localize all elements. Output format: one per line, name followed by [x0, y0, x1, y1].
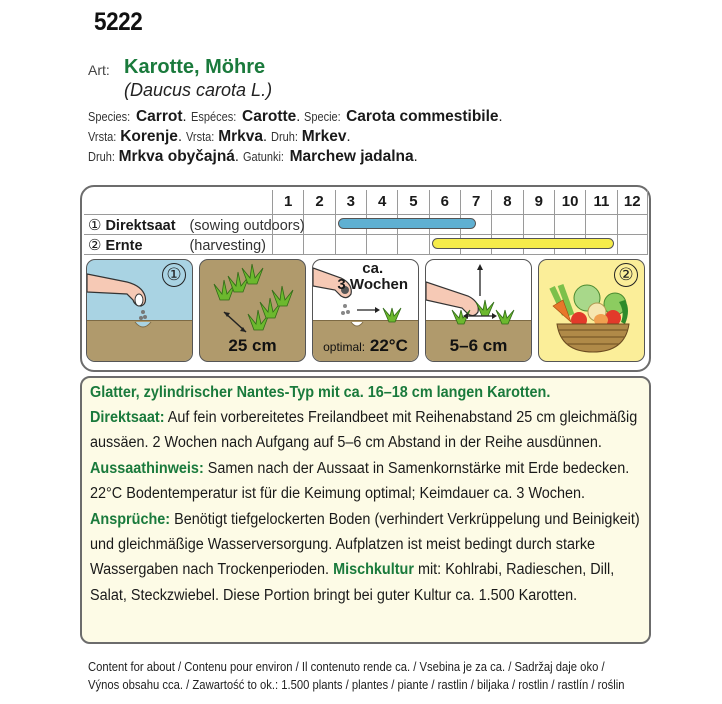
vegetable-basket-icon: [539, 260, 645, 362]
panel-sowing: [86, 259, 193, 362]
month-label: 5: [409, 193, 418, 210]
calendar-divider: [84, 254, 648, 255]
step-one-badge: ①: [162, 263, 186, 287]
plant-name: Karotte, Möhre: [124, 56, 266, 78]
sowing-period-bar: [338, 218, 476, 229]
optimal-temperature: optimal: 22°C: [323, 336, 408, 355]
month-label: 9: [534, 193, 543, 210]
species-line-3: Druh: Mrkva obyčajná. Gatunki: Marchew jadalna.: [88, 148, 418, 165]
step-two-badge: ②: [614, 263, 638, 287]
keyword-ansprueche: Ansprüche:: [90, 510, 171, 528]
month-label: 6: [440, 193, 449, 210]
species-line-1: Species: Carrot. Espéces: Carotte. Specie: Carota commestibile.: [88, 108, 503, 125]
month-label: 11: [593, 193, 610, 210]
keyword-aussaathinweis: Aussaathinweis:: [90, 459, 204, 477]
species-line-2: Vrsta: Korenje. Vrsta: Mrkva. Druh: Mrkev.: [88, 128, 351, 145]
row-label-harvest: ② Ernte (harvesting): [88, 237, 267, 254]
month-label: 4: [377, 193, 387, 210]
panel-thinning: [425, 259, 532, 362]
instructions-body: Direktsaat: Auf fein vorbereitetes Freilandbeet mit Reihenabstand 25 cm gleichmäßig aussäen. 2 Wochen nach Aufgang auf 5–6 cm Abstand in der Reihe ausdünnen. Aussaathinweis: Samen nach der Aussaat in Samenkornstärke mit Erde bedecken. 22°C Bodentemperatur ist für die Keimung optimal; Keimdauer ca. 3 Wochen. Ansprüche: Benötigt tiefgelockerten Boden (verhindert Verkrüppelung und Beinigkeit) und gleichmäßige Wasserversorgung. Aufplatzen ist meist bedingt durch starke Wassergaben nach Trockenperioden. Mischkultur mit: Kohlrabi, Radieschen, Dill, Salat, Steckzwiebel. Diese Portion bringt bei guter Kultur ca. 1.500 Karotten.: [90, 409, 640, 604]
keyword-mischkultur: Mischkultur: [333, 561, 414, 579]
month-label: 3: [346, 193, 355, 210]
harvest-period-bar: [432, 238, 614, 249]
row-spacing-caption: 25 cm: [228, 336, 277, 355]
month-label: 1: [283, 193, 293, 210]
panel-germination: [312, 259, 419, 362]
germination-duration: ca. 3 Wochen: [337, 260, 408, 293]
content-amount-note: Content for about / Contenu pour environ / Il contenuto rende ca. / Vsebina je za ca. / Sadržaj daje oko / Výnos obsahu cca. / Zawartość to ok.: 1.500 plants / plantes / piante / rastlin / biljaka / rostlin / rastlín / roślin: [88, 660, 625, 692]
thinning-distance-caption: 5–6 cm: [449, 336, 508, 355]
month-label: 10: [561, 193, 579, 210]
month-label: 7: [471, 193, 481, 210]
panel-row-spacing: [199, 259, 306, 362]
month-label: 12: [623, 193, 641, 210]
month-column-2: [303, 190, 334, 254]
month-label: 8: [503, 193, 512, 210]
month-label: 2: [315, 193, 324, 210]
art-label: Art:: [88, 62, 110, 78]
keyword-direktsaat: Direktsaat:: [90, 409, 165, 426]
latin-name: (Daucus carota L.): [124, 80, 273, 100]
month-column-12: [617, 190, 648, 254]
growing-instructions: [80, 376, 651, 644]
product-code: 5222: [94, 8, 143, 36]
hand-sowing-icon: [87, 260, 193, 362]
panel-harvest: [538, 259, 645, 362]
variety-description: Glatter, zylindrischer Nantes-Typ mit ca. 16–18 cm langen Karotten.: [90, 384, 551, 401]
row-label-sowing: ① Direktsaat (sowing outdoors): [88, 217, 305, 234]
